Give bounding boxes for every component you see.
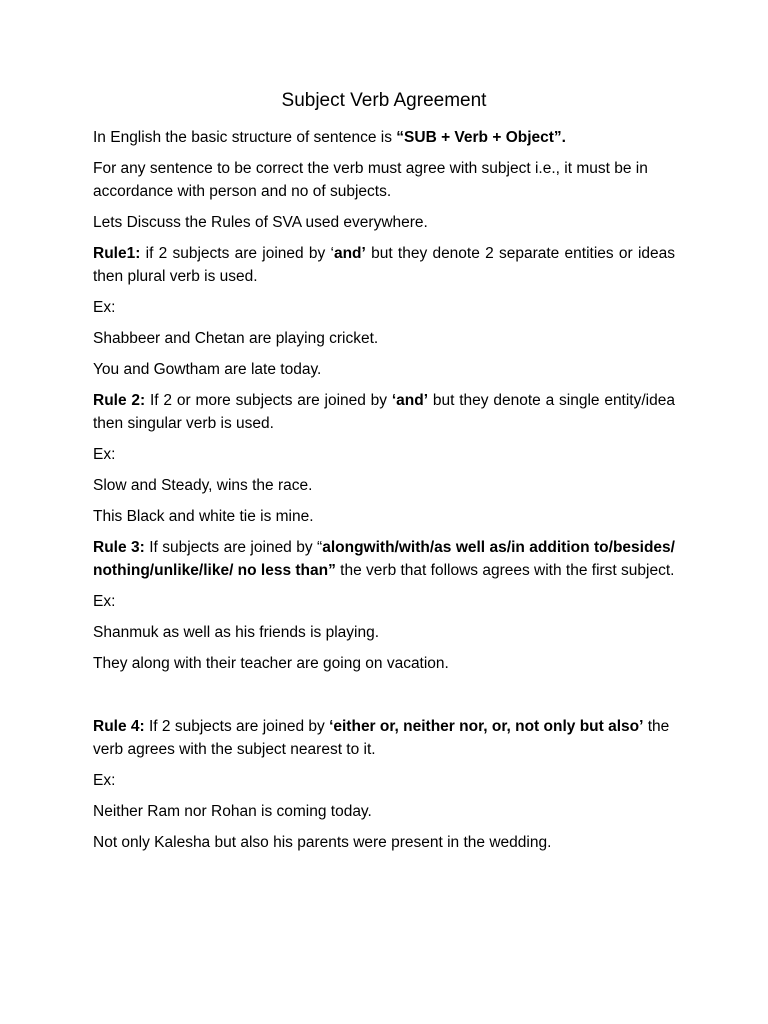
rule-3-label: Rule 3: (93, 539, 145, 556)
rule-1-text-before: if 2 subjects are joined by ‘ (140, 245, 334, 262)
rule-1-statement (93, 242, 675, 288)
rule-4-label: Rule 4: (93, 718, 145, 735)
rule-4-example-1: Neither Ram nor Rohan is coming today. (93, 803, 372, 820)
rule-2-example-2: This Black and white tie is mine. (93, 508, 314, 525)
intro-structure (93, 126, 675, 149)
document-title: Subject Verb Agreement (281, 90, 487, 111)
rule-1-example-1: Shabbeer and Chetan are playing cricket. (93, 330, 379, 347)
rule-4-ex-label: Ex: (93, 772, 116, 789)
rule-3-text-after: the verb that follows agrees with the first subject. (335, 562, 675, 579)
rule-4-text-before: If 2 subjects are joined by (144, 718, 330, 735)
rule-3-text-before: If subjects are joined by “ (144, 539, 323, 556)
rule-4-example-2: Not only Kalesha but also his parents were present in the wedding. (93, 834, 552, 851)
rule-3-keyword: alongwith/with/as well as/in addition to/besides/ nothing/unlike/like/ no less than” (93, 539, 675, 579)
blank-line (93, 683, 675, 715)
intro-agreement: For any sentence to be correct the verb must agree with subject i.e., it must be in accordance with person and no of subjects. (93, 160, 648, 200)
rule-2-text-after: but they denote a single entity/idea then singular verb is used. (93, 392, 675, 432)
document-page (93, 88, 675, 862)
rule-3-statement (93, 536, 675, 582)
intro-structure-text: In English the basic structure of sentence is (93, 129, 397, 146)
rule-2-text-before: If 2 or more subjects are joined by (145, 392, 392, 409)
intro-discuss: Lets Discuss the Rules of SVA used everywhere. (93, 214, 428, 231)
rule-1-example-2: You and Gowtham are late today. (93, 361, 322, 378)
rule-4-text-after: the verb agrees with the subject nearest to it. (93, 718, 670, 758)
rule-3-example-1: Shanmuk as well as his friends is playing. (93, 624, 380, 641)
intro-structure-formula: “SUB + Verb + Object”. (396, 129, 566, 146)
rule-4-keyword: ‘either or, neither nor, or, not only but also’ (329, 718, 644, 735)
rule-2-keyword: ‘and’ (391, 392, 429, 409)
rule-4-statement (93, 715, 675, 761)
rule-3-ex-label: Ex: (93, 593, 116, 610)
rule-1-ex-label: Ex: (93, 299, 116, 316)
rule-2-statement (93, 389, 675, 435)
rule-1-keyword: and’ (333, 245, 366, 262)
rule-2-ex-label: Ex: (93, 446, 116, 463)
rule-1-text-after: but they denote 2 separate entities or ideas then plural verb is used. (93, 245, 676, 285)
rule-2-label: Rule 2: (93, 392, 146, 409)
rule-2-example-1: Slow and Steady, wins the race. (93, 477, 313, 494)
rule-1-label: Rule1: (93, 245, 141, 262)
rule-3-example-2: They along with their teacher are going on vacation. (93, 655, 449, 672)
